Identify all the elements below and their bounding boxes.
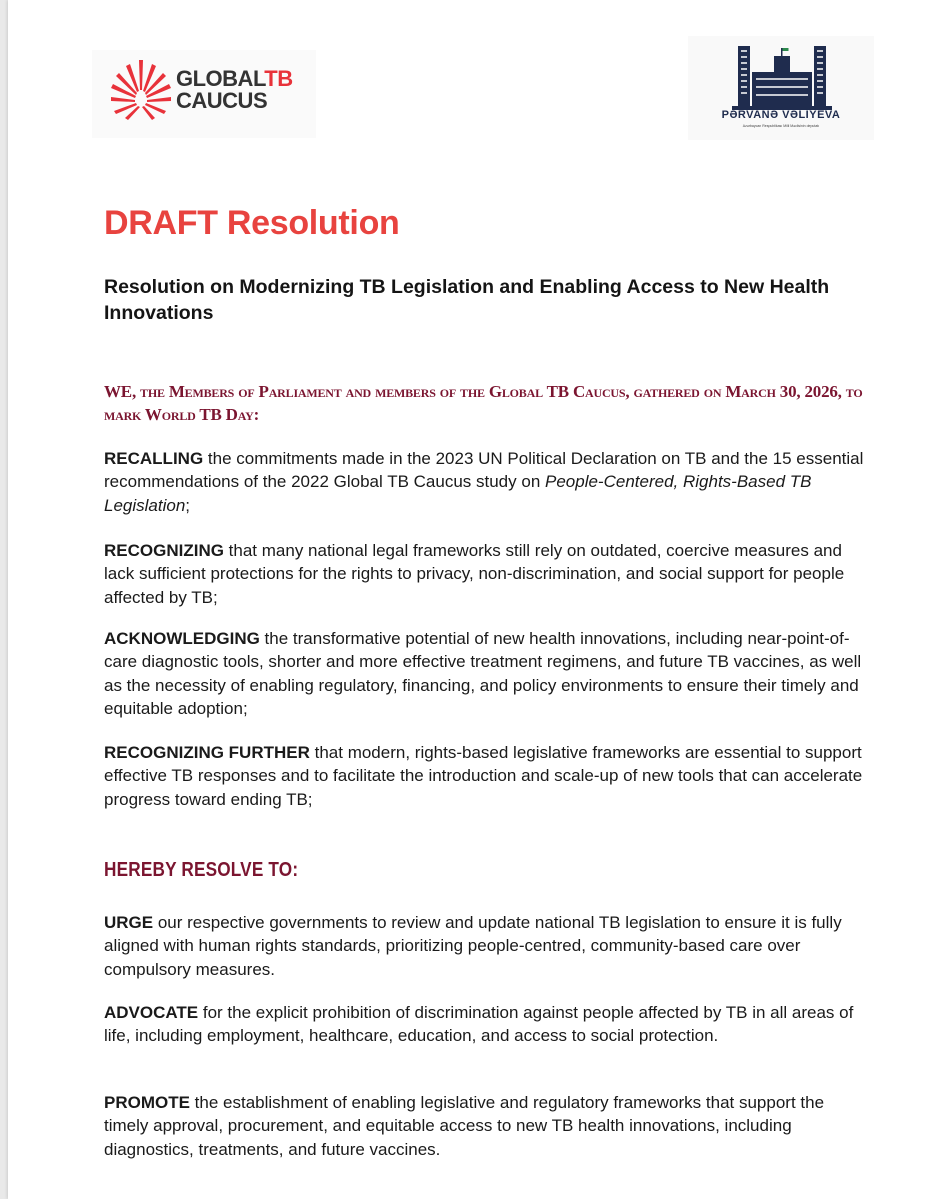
global-tb-caucus-wordmark: GLOBALTB CAUCUS [176,66,293,113]
document-page [8,0,949,1199]
parliament-member-name: PƏRVANƏ VƏLİYEVA [721,109,841,121]
resolution-promote: PROMOTE the establishment of enabling legislative and regulatory frameworks that support the timely approval, procurement, and equitable access to new TB health innovations, including diagnostics, treatments, and future vaccines. [104,1093,825,1159]
clause-keyword: RECALLING [104,449,204,468]
parliament-building-icon [732,42,832,112]
parliament-member-logo [688,36,874,140]
resolution-keyword: URGE [104,913,154,932]
resolve-heading: HEREBY RESOLVE TO: [104,859,299,881]
resolution-advocate: ADVOCATE for the explicit prohibition of discrimination against people affected by TB in all areas of life, including employment, healthcare, education, and access to social protection. [104,1003,854,1046]
resolution-keyword: PROMOTE [104,1093,190,1112]
global-tb-caucus-logo [92,50,316,138]
clause-recognizing: RECOGNIZING that many national legal frameworks still rely on outdated, coercive measures and lack sufficient protections for the rights to privacy, non-discrimination, and social support for people affected by TB; [104,541,845,607]
clause-keyword: RECOGNIZING [104,541,224,560]
clause-acknowledging: ACKNOWLEDGING the transformative potential of new health innovations, including near-point-of-care diagnostic tools, shorter and more effective treatment regimens, and future TB vaccines, as well as the necessity of enabling regulatory, financing, and policy environments to ensure their timely and equitable adoption; [104,629,862,718]
preamble: WE, the Members of Parliament and members of the Global TB Caucus, gathered on March 30, 2026, to mark World TB Day: [104,382,863,424]
clause-recognizing-further: RECOGNIZING FURTHER that modern, rights-based legislative frameworks are essential to support effective TB responses and to facilitate the introduction and scale-up of new tools that can accelerate progress toward ending TB; [104,743,863,809]
parliament-member-subtitle: Azərbaycan Respublikası Milli Məclisinin deputatı [742,124,820,128]
resolution-urge: URGE our respective governments to review and update national TB legislation to ensure it is fully aligned with human rights standards, prioritizing people-centred, community-based care over compulsory measures. [104,913,842,979]
resolution-keyword: ADVOCATE [104,1003,199,1022]
document-subtitle: Resolution on Modernizing TB Legislation and Enabling Access to New Health Innovations [104,276,830,324]
clause-recalling: RECALLING the commitments made in the 2023 UN Political Declaration on TB and the 15 essential recommendations of the 2022 Global TB Caucus study on People-Centered, Rights-Based TB Legislation; [104,449,864,515]
clause-keyword: ACKNOWLEDGING [104,629,260,648]
study-title: People-Centered, Rights-Based TB Legislation [104,472,812,515]
document-title: DRAFT Resolution [104,204,400,242]
clause-keyword: RECOGNIZING FURTHER [104,743,310,762]
sunburst-icon [108,56,172,122]
